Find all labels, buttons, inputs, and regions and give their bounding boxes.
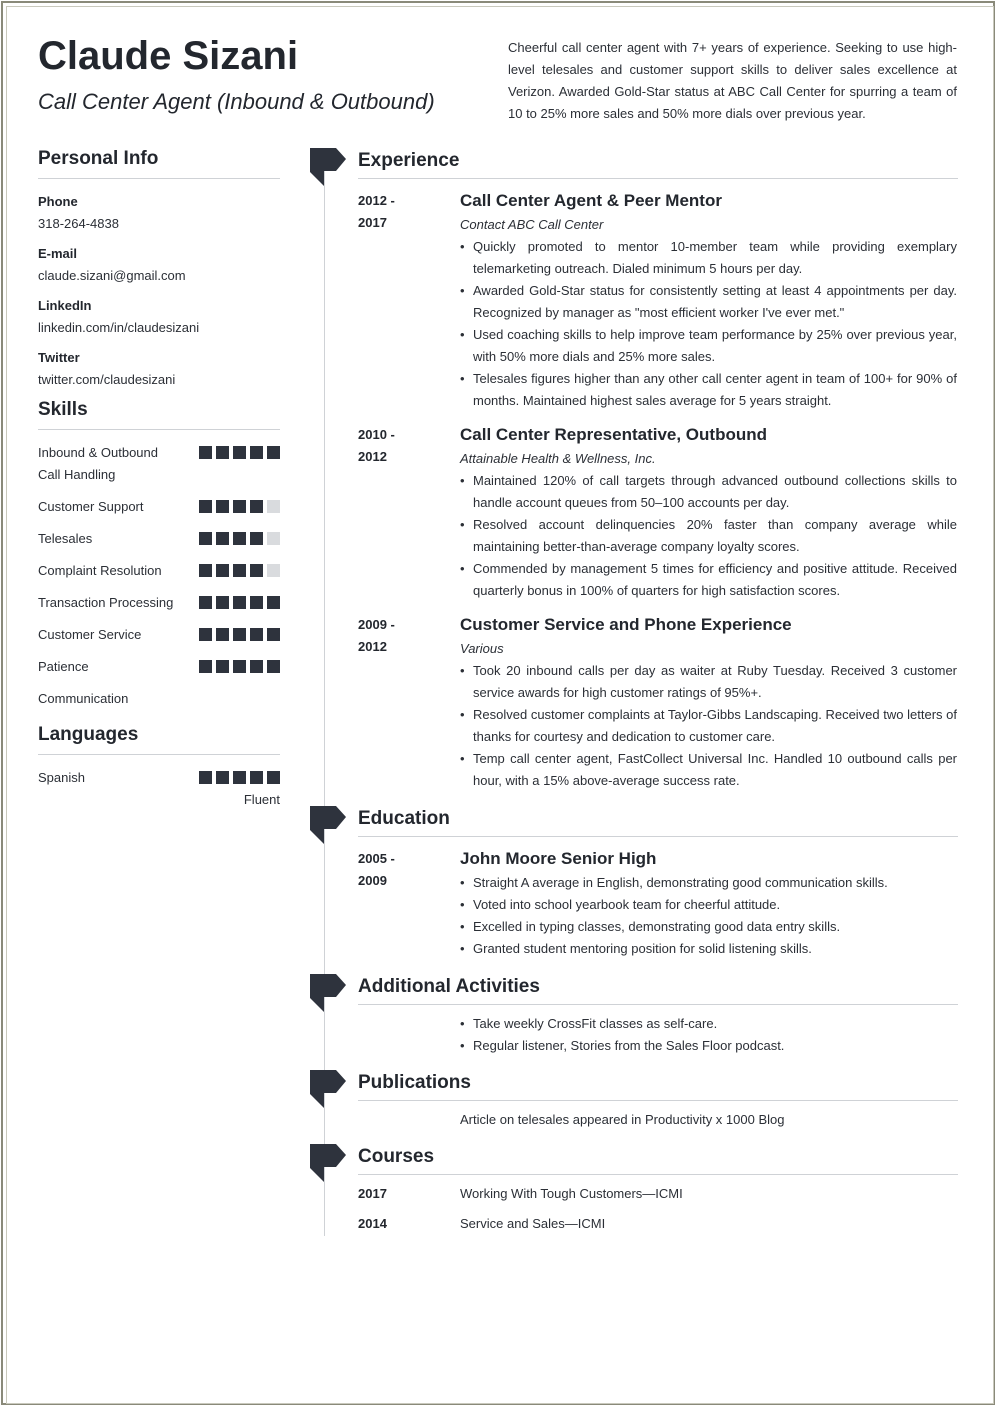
rating-dot-filled: [267, 596, 280, 609]
resume-summary: Cheerful call center agent with 7+ years of experience. Seeking to use high-level telesales and customer support skills to deliver sales excellence at Verizon. Awarded Gold-Star status at ABC Call Center for spurring a team of 10 to 25% more sales and 50% more dials over previous year.: [508, 40, 957, 121]
rating-dot-filled: [233, 564, 246, 577]
bullet-item: • Maintained 120% of call targets through advanced outbound collections skills to handle account queues from 50–100 accounts per day.: [460, 470, 957, 514]
rating-dot-filled: [250, 446, 263, 459]
skill-rating: [199, 660, 280, 673]
bullet-item: • Take weekly CrossFit classes as self-care.: [460, 1013, 957, 1035]
courses-heading: Courses: [358, 1144, 958, 1175]
entry-date: 2010 - 2012: [358, 427, 395, 464]
entry-bullets: [460, 660, 957, 792]
skill-name: Transaction Processing: [38, 595, 174, 610]
skill-item: [38, 688, 280, 710]
language-name: Spanish: [38, 770, 85, 785]
languages-heading: Languages: [38, 724, 280, 755]
rating-dot-filled: [199, 771, 212, 784]
info-linkedin: [38, 295, 280, 339]
bullet-item: • Straight A average in English, demonstrating good communication skills.: [460, 872, 957, 894]
publication-item: Article on telesales appeared in Productivity x 1000 Blog: [460, 1112, 785, 1127]
bullet-item: • Took 20 inbound calls per day as waiter at Ruby Tuesday. Received 3 customer service awards for high customer ratings of 95%+.: [460, 660, 957, 704]
section-marker-icon: [310, 1070, 346, 1108]
bullet-item: • Telesales figures higher than any other call center agent in team of 100+ for 90% of months. Maintained highest sales average for 5 years straight.: [460, 368, 957, 412]
rating-dot-filled: [233, 660, 246, 673]
skill-item: [38, 592, 280, 614]
rating-dot-filled: [233, 532, 246, 545]
section-marker-icon: [310, 1144, 346, 1182]
info-phone: [38, 191, 280, 235]
skill-rating: [199, 596, 280, 609]
rating-dot-filled: [267, 628, 280, 641]
bullet-item: • Voted into school yearbook team for cheerful attitude.: [460, 894, 957, 916]
language-level: Fluent: [243, 792, 280, 807]
resume-job-title: Call Center Agent (Inbound & Outbound): [38, 89, 435, 114]
skills-heading: Skills: [38, 399, 280, 430]
course-year: 2017: [358, 1186, 387, 1201]
rating-dot-filled: [250, 532, 263, 545]
rating-dot-filled: [216, 532, 229, 545]
rating-dot-filled: [250, 660, 263, 673]
rating-dot-filled: [267, 660, 280, 673]
skill-item: [38, 442, 280, 486]
rating-dot-filled: [233, 628, 246, 641]
info-label: Twitter: [38, 350, 80, 365]
rating-dot-filled: [250, 596, 263, 609]
entry-title: Customer Service and Phone Experience: [460, 615, 792, 634]
info-email: [38, 243, 280, 287]
bullet-item: • Awarded Gold-Star status for consistently setting at least 4 appointments per day. Recognized by manager as "most efficient worker I've ever met.": [460, 280, 957, 324]
activities-bullets: [460, 1013, 957, 1057]
info-twitter: [38, 347, 280, 391]
section-marker-icon: [310, 974, 346, 1012]
resume-name: Claude Sizani: [38, 34, 299, 78]
entry-company: Attainable Health & Wellness, Inc.: [460, 451, 656, 466]
rating-dot-filled: [199, 596, 212, 609]
publications-heading: Publications: [358, 1070, 958, 1101]
course-name: Service and Sales—ICMI: [460, 1216, 606, 1231]
rating-dot-filled: [250, 771, 263, 784]
phone-value: 318-264-4838: [38, 216, 119, 231]
rating-dot-filled: [216, 500, 229, 513]
info-label: LinkedIn: [38, 298, 92, 313]
skill-rating: [199, 500, 280, 513]
rating-dot-empty: [267, 500, 280, 513]
personal-info-heading: Personal Info: [38, 148, 280, 179]
bullet-item: • Quickly promoted to mentor 10-member team while providing exemplary telemarketing outreach. Dialed minimum 5 hours per day.: [460, 236, 957, 280]
info-label: E-mail: [38, 246, 78, 261]
rating-dot-filled: [216, 628, 229, 641]
entry-date: 2009 - 2012: [358, 617, 395, 654]
bullet-item: • Resolved customer complaints at Taylor-Gibbs Landscaping. Received two letters of thanks for courtesy and dedication to customer care.: [460, 704, 957, 748]
entry-bullets: [460, 470, 957, 602]
rating-dot-filled: [199, 564, 212, 577]
entry-company: Contact ABC Call Center: [460, 217, 604, 232]
skill-item: [38, 624, 280, 646]
entry-company: Various: [460, 641, 504, 656]
bullet-item: • Regular listener, Stories from the Sales Floor podcast.: [460, 1035, 957, 1057]
bullet-item: • Temp call center agent, FastCollect Universal Inc. Handled 10 outbound calls per hour, with a 15% above-average success rate.: [460, 748, 957, 792]
bullet-item: • Excelled in typing classes, demonstrating good data entry skills.: [460, 916, 957, 938]
course-year: 2014: [358, 1216, 387, 1231]
rating-dot-filled: [250, 500, 263, 513]
rating-dot-filled: [267, 771, 280, 784]
skill-item: [38, 560, 280, 582]
bullet-item: • Commended by management 5 times for efficiency and positive attitude. Received quarterly bonus in 100% of quarters for high satisfaction scores.: [460, 558, 957, 602]
skill-item: [38, 656, 280, 678]
rating-dot-filled: [233, 500, 246, 513]
rating-dot-filled: [216, 771, 229, 784]
bullet-item: • Used coaching skills to help improve team performance by 25% over previous year, with 50% more dials and 25% more sales.: [460, 324, 957, 368]
rating-dot-filled: [199, 500, 212, 513]
rating-dot-filled: [199, 446, 212, 459]
rating-dot-filled: [216, 596, 229, 609]
skill-name: Customer Service: [38, 627, 142, 642]
skill-name: Inbound & Outbound Call Handling: [38, 445, 158, 482]
rating-dot-filled: [250, 628, 263, 641]
entry-date: 2005 - 2009: [358, 851, 395, 888]
skill-name: Patience: [38, 659, 89, 674]
skill-item: [38, 496, 280, 518]
skill-rating: [199, 628, 280, 641]
rating-dot-filled: [233, 596, 246, 609]
activities-heading: Additional Activities: [358, 974, 958, 1005]
skill-item: [38, 528, 280, 550]
twitter-value: twitter.com/claudesizani: [38, 372, 176, 387]
rating-dot-filled: [233, 446, 246, 459]
skill-name: Telesales: [38, 531, 93, 546]
rating-dot-filled: [199, 628, 212, 641]
rating-dot-filled: [250, 564, 263, 577]
rating-dot-filled: [267, 446, 280, 459]
email-value: claude.sizani@gmail.com: [38, 268, 186, 283]
rating-dot-filled: [199, 532, 212, 545]
skill-rating: [199, 564, 280, 577]
entry-title: John Moore Senior High: [460, 849, 657, 868]
skill-rating: [199, 446, 280, 459]
entry-bullets: [460, 236, 957, 412]
rating-dot-filled: [216, 660, 229, 673]
bullet-item: • Granted student mentoring position for solid listening skills.: [460, 938, 957, 960]
rating-dot-filled: [216, 564, 229, 577]
skill-name: Communication: [38, 691, 129, 706]
rating-dot-filled: [199, 660, 212, 673]
bullet-item: • Resolved account delinquencies 20% faster than company average while maintaining better-than-average company loyalty scores.: [460, 514, 957, 558]
course-name: Working With Tough Customers—ICMI: [460, 1186, 683, 1201]
skill-name: Customer Support: [38, 499, 144, 514]
entry-bullets: [460, 872, 957, 960]
rating-dot-filled: [216, 446, 229, 459]
section-marker-icon: [310, 148, 346, 186]
language-rating: [199, 771, 280, 784]
experience-heading: Experience: [358, 148, 958, 179]
entry-date: 2012 - 2017: [358, 193, 395, 230]
skills-list: [38, 442, 280, 710]
linkedin-value: linkedin.com/in/claudesizani: [38, 320, 200, 335]
left-column: [38, 148, 280, 811]
section-marker-icon: [310, 806, 346, 844]
info-label: Phone: [38, 194, 78, 209]
language-item: [38, 767, 280, 789]
rating-dot-empty: [267, 564, 280, 577]
rating-dot-filled: [233, 771, 246, 784]
education-heading: Education: [358, 806, 958, 837]
entry-title: Call Center Representative, Outbound: [460, 425, 767, 444]
rating-dot-empty: [267, 532, 280, 545]
skill-name: Complaint Resolution: [38, 563, 162, 578]
entry-title: Call Center Agent & Peer Mentor: [460, 191, 722, 210]
skill-rating: [199, 532, 280, 545]
